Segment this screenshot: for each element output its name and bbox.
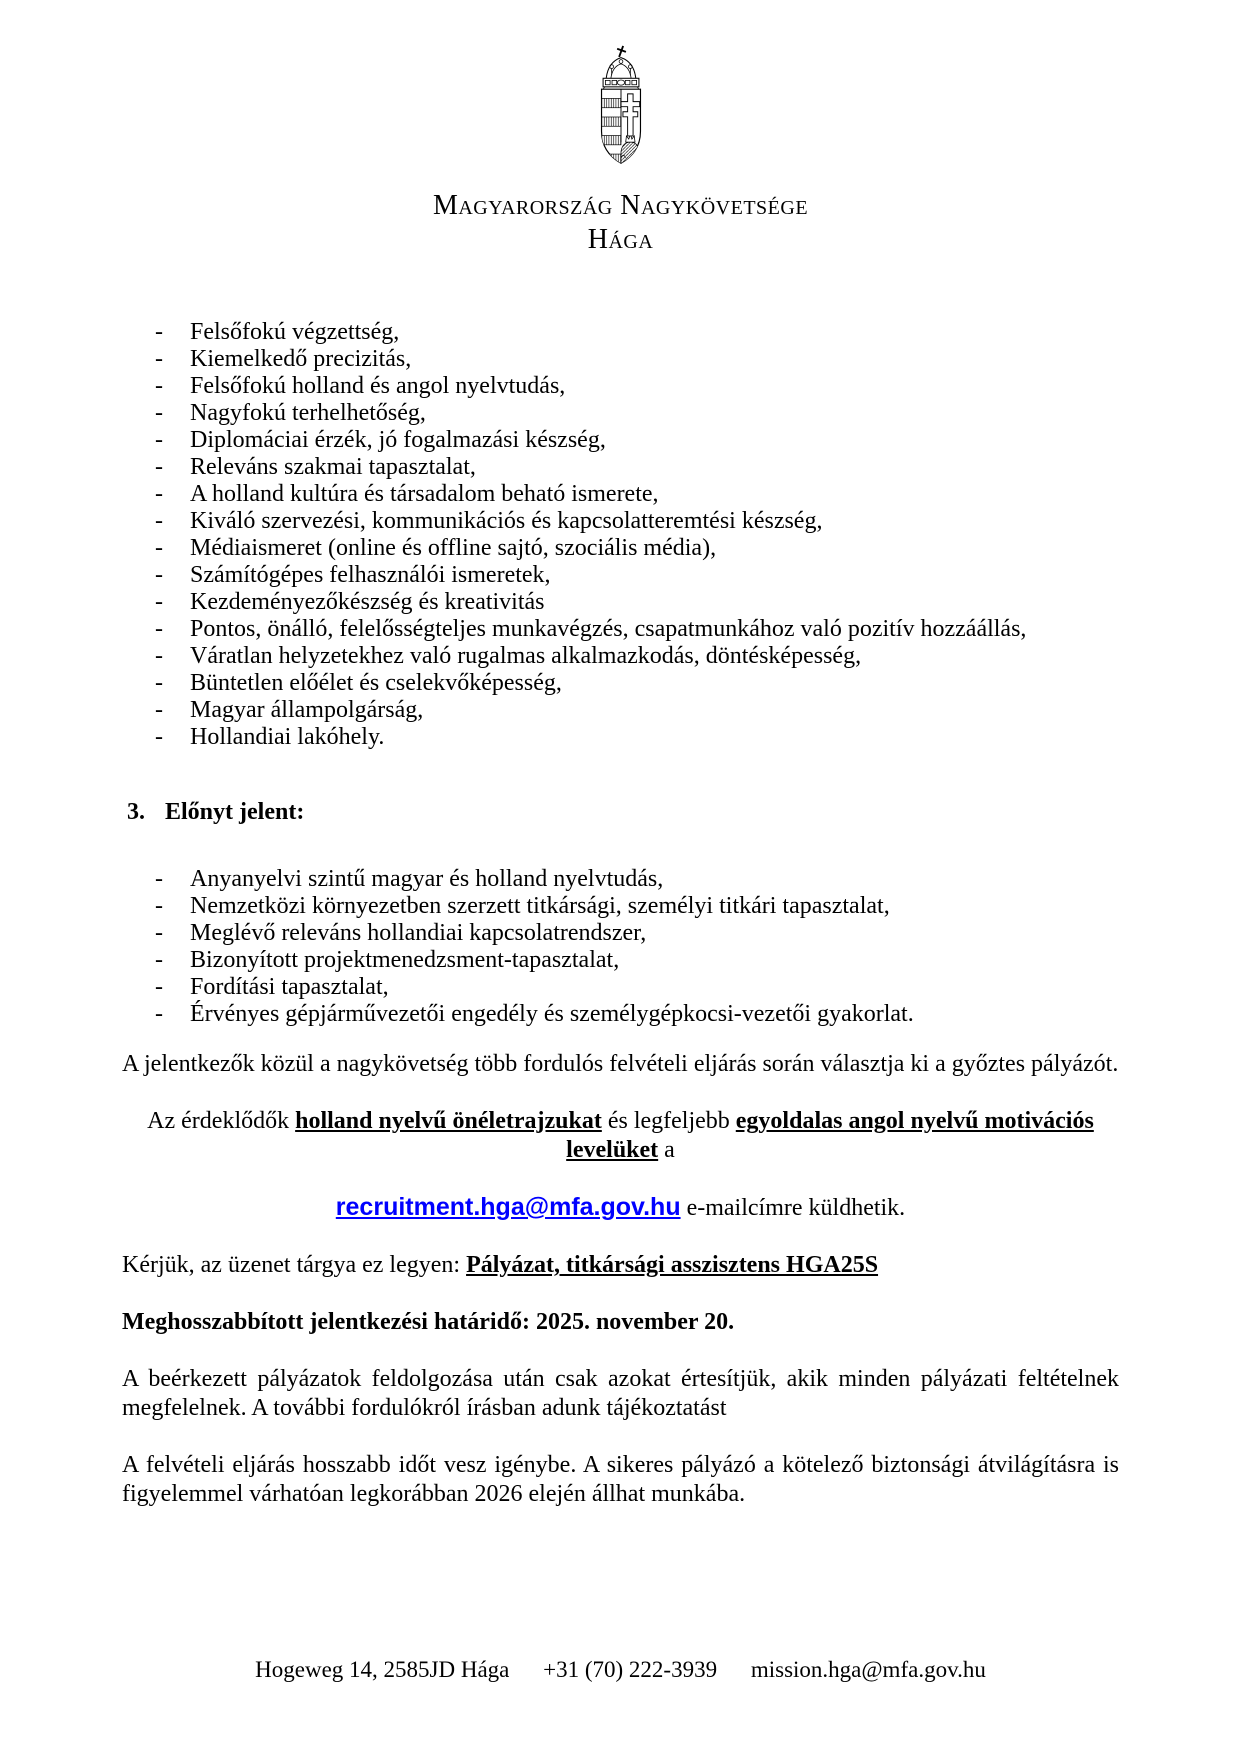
section-number: 3.	[127, 799, 145, 825]
embassy-title: Magyarország Nagykövetsége	[432, 190, 809, 221]
requirements-list	[122, 319, 1119, 751]
list-item	[122, 346, 1119, 373]
list-item	[122, 893, 1119, 920]
list-item-text: Magyar állampolgárság,	[190, 697, 424, 723]
deadline-paragraph: Meghosszabbított jelentkezési határidő: 2025. november 20.	[122, 1309, 735, 1335]
list-item	[122, 866, 1119, 893]
list-item	[122, 589, 1119, 616]
list-item-text: Felsőfokú végzettség,	[190, 319, 400, 345]
list-item	[122, 920, 1119, 947]
bullet-dash: -	[155, 866, 163, 892]
bullet-dash: -	[155, 454, 163, 480]
bullet-dash: -	[155, 893, 163, 919]
list-item-text: Kiváló szervezési, kommunikációs és kapcsolatteremtési készség,	[190, 508, 823, 534]
document-footer	[0, 1656, 1241, 1683]
list-item	[122, 670, 1119, 697]
bullet-dash: -	[155, 616, 163, 642]
subject-value: Pályázat, titkársági asszisztens HGA25S	[466, 1252, 879, 1278]
bullet-dash: -	[155, 373, 163, 399]
list-item-text: Számítógépes felhasználói ismeretek,	[190, 562, 551, 588]
list-item-text: Váratlan helyzetekhez való rugalmas alkalmazkodás, döntésképesség,	[190, 643, 862, 669]
list-item	[122, 400, 1119, 427]
list-item-text: Bizonyított projektmenedzsment-tapasztalat,	[190, 947, 620, 973]
bullet-dash: -	[155, 535, 163, 561]
bullet-dash: -	[155, 427, 163, 453]
list-item	[122, 724, 1119, 751]
bullet-dash: -	[155, 643, 163, 669]
bullet-dash: -	[155, 481, 163, 507]
cv-requirement: holland nyelvű önéletrajzukat	[295, 1108, 602, 1134]
recruitment-email-link[interactable]: recruitment.hga@mfa.gov.hu	[335, 1193, 681, 1221]
document-body	[0, 319, 1241, 1509]
application-paragraph	[122, 1107, 1119, 1165]
advantages-list	[122, 866, 1119, 1028]
list-item-text: Médiaismeret (online és offline sajtó, szociális média),	[190, 535, 717, 561]
list-item-text: Felsőfokú holland és angol nyelvtudás,	[190, 373, 566, 399]
list-item	[122, 1001, 1119, 1028]
timeline-paragraph: A felvételi eljárás hosszabb időt vesz igénybe. A sikeres pályázó a kötelező biztonsági átvilágításra is figyelemmel várhatóan legkorábban 2026 elején állhat munkába.	[122, 1452, 1119, 1507]
bullet-dash: -	[155, 697, 163, 723]
email-suffix: e-mailcímre küldhetik.	[680, 1195, 906, 1221]
list-item	[122, 562, 1119, 589]
bullet-dash: -	[155, 724, 163, 750]
list-item-text: Fordítási tapasztalat,	[190, 974, 389, 1000]
list-item-text: Releváns szakmai tapasztalat,	[190, 454, 476, 480]
hungarian-coat-of-arms-icon	[582, 44, 660, 178]
list-item	[122, 535, 1119, 562]
bullet-dash: -	[155, 670, 163, 696]
list-item	[122, 643, 1119, 670]
list-item-text: Nemzetközi környezetben szerzett titkársági, személyi titkári tapasztalat,	[190, 893, 890, 919]
list-item-text: Nagyfokú terhelhetőség,	[190, 400, 426, 426]
bullet-dash: -	[155, 589, 163, 615]
embassy-city: Hága	[587, 224, 654, 255]
list-item	[122, 319, 1119, 346]
list-item-text: Diplomáciai érzék, jó fogalmazási készség,	[190, 427, 606, 453]
selection-paragraph: A jelentkezők közül a nagykövetség több fordulós felvételi eljárás során választja ki a győztes pályázót.	[122, 1051, 1119, 1077]
list-item	[122, 508, 1119, 535]
list-item	[122, 697, 1119, 724]
subject-prefix: Kérjük, az üzenet tárgya ez legyen:	[122, 1252, 467, 1278]
subject-paragraph	[122, 1251, 1119, 1280]
bullet-dash: -	[155, 319, 163, 345]
list-item	[122, 373, 1119, 400]
bullet-dash: -	[155, 346, 163, 372]
list-item	[122, 454, 1119, 481]
processing-paragraph: A beérkezett pályázatok feldolgozása után csak azokat értesítjük, akik minden pályázati feltételnek megfelelnek. A további fordulókról írásban adunk tájékoztatást	[122, 1366, 1119, 1421]
list-item-text: Hollandiai lakóhely.	[190, 724, 385, 750]
bullet-dash: -	[155, 1001, 163, 1027]
section-title: Előnyt jelent:	[165, 799, 305, 825]
list-item-text: Meglévő releváns hollandiai kapcsolatrendszer,	[190, 920, 647, 946]
list-item-text: Büntetlen előélet és cselekvőképesség,	[190, 670, 562, 696]
bullet-dash: -	[155, 562, 163, 588]
footer-email: mission.hga@mfa.gov.hu	[750, 1657, 986, 1682]
list-item-text: Pontos, önálló, felelősségteljes munkavégzés, csapatmunkához való pozitív hozzáállás,	[190, 616, 1027, 642]
bullet-dash: -	[155, 974, 163, 1000]
list-item	[122, 481, 1119, 508]
application-middle: és legfeljebb	[601, 1108, 736, 1134]
bullet-dash: -	[155, 400, 163, 426]
list-item	[122, 427, 1119, 454]
application-prefix: Az érdeklődők	[147, 1108, 296, 1134]
list-item	[122, 974, 1119, 1001]
list-item	[122, 616, 1119, 643]
footer-address: Hogeweg 14, 2585JD Hága	[255, 1657, 510, 1682]
document-header	[0, 0, 1241, 257]
list-item-text: Anyanyelvi szintű magyar és holland nyelvtudás,	[190, 866, 664, 892]
list-item-text: Kezdeményezőkészség és kreativitás	[190, 589, 545, 615]
list-item	[122, 947, 1119, 974]
list-item-text: Érvényes gépjárművezetői engedély és személygépkocsi-vezetői gyakorlat.	[190, 1001, 914, 1027]
email-paragraph	[122, 1193, 1119, 1223]
list-item-text: A holland kultúra és társadalom beható ismerete,	[190, 481, 659, 507]
footer-phone: +31 (70) 222-3939	[543, 1657, 718, 1682]
section-heading-advantages	[127, 799, 1119, 826]
bullet-dash: -	[155, 920, 163, 946]
list-item-text: Kiemelkedő precizitás,	[190, 346, 412, 372]
application-suffix: a	[658, 1137, 675, 1163]
bullet-dash: -	[155, 947, 163, 973]
bullet-dash: -	[155, 508, 163, 534]
motivation-letter-requirement: egyoldalas angol nyelvű motivációs levelüket	[566, 1108, 1094, 1163]
